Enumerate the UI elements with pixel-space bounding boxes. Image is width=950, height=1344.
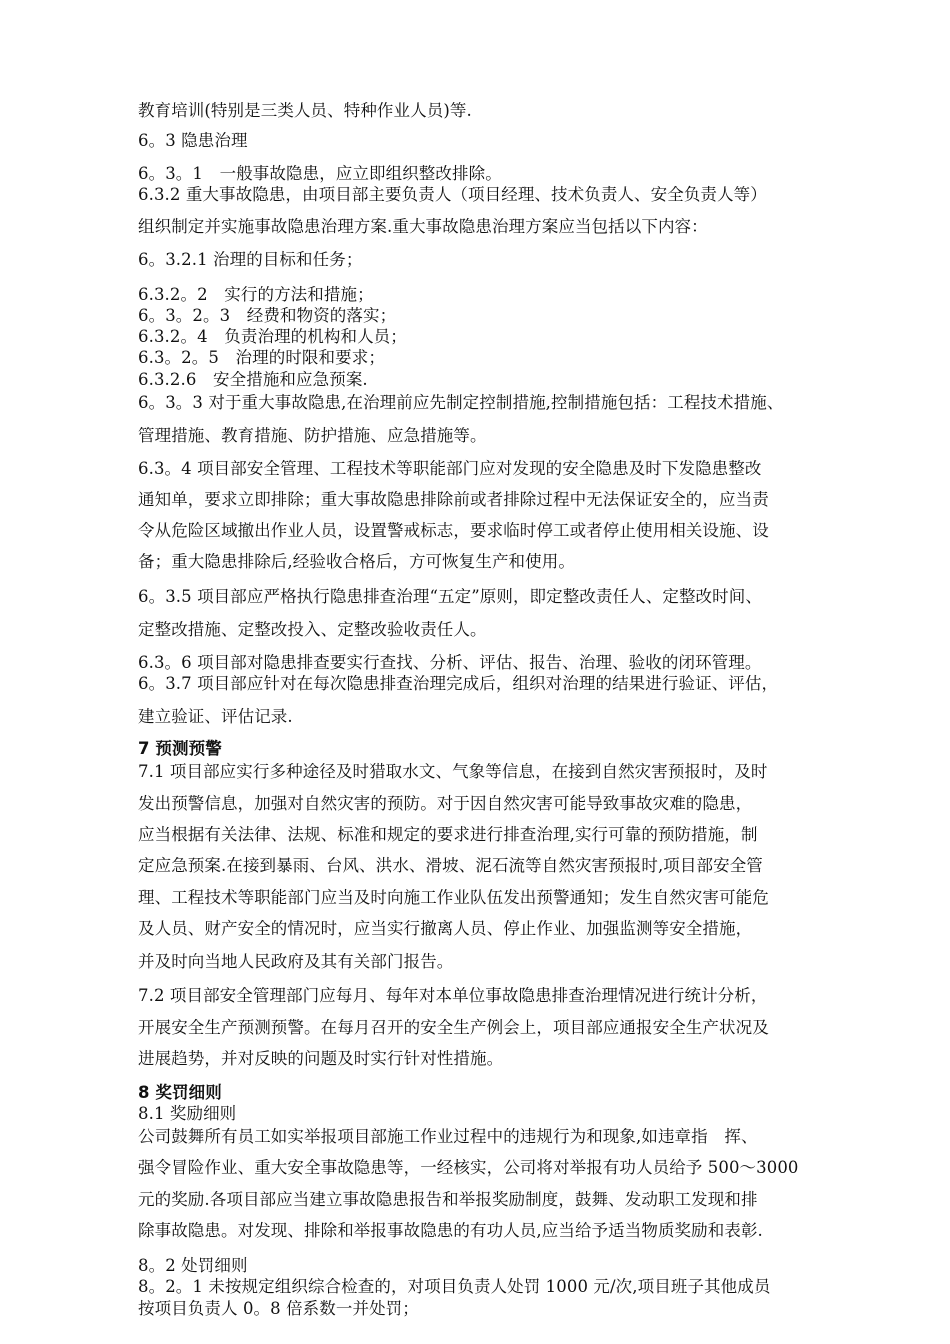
paragraph-line: 通知单，要求立即排除；重大事故隐患排除前或者排除过程中无法保证安全的，应当责	[138, 490, 769, 509]
paragraph-line: 6.3。4 项目部安全管理、工程技术等职能部门应对发现的安全隐患及时下发隐患整改	[138, 459, 762, 478]
paragraph-line: 备；重大隐患排除后,经验收合格后，方可恢复生产和使用。	[138, 552, 575, 571]
paragraph-line: 7.1 项目部应实行多种途径及时猎取水文、气象等信息，在接到自然灾害预报时，及时	[138, 762, 768, 781]
paragraph-line: 6。3.7 项目部应针对在每次隐患排查治理完成后，组织对治理的结果进行验证、评估，	[138, 674, 779, 693]
paragraph-line: 定应急预案.在接到暴雨、台风、洪水、滑坡、泥石流等自然灾害预报时,项目部安全管	[138, 856, 763, 875]
document-page	[138, 0, 898, 1344]
paragraph-line: 6。3.5 项目部应严格执行隐患排查治理“五定”原则，即定整改责任人、定整改时间、	[138, 587, 762, 606]
paragraph-line: 6。3.2.1 治理的目标和任务；	[138, 250, 363, 269]
paragraph-line: 6.3。2。5 治理的时限和要求；	[138, 348, 385, 367]
paragraph-line: 元的奖励.各项目部应当建立事故隐患报告和举报奖励制度，鼓舞、发动职工发现和排	[138, 1190, 758, 1209]
paragraph-line: 6。3。2。3 经费和物资的落实；	[138, 306, 397, 325]
paragraph-line: 6.3.2。4 负责治理的机构和人员；	[138, 327, 407, 346]
section-heading-8: 8 奖罚细则	[138, 1083, 222, 1102]
paragraph-line: 教育培训(特别是三类人员、特种作业人员)等.	[138, 101, 472, 120]
paragraph-line: 6.3.2 重大事故隐患，由项目部主要负责人（项目经理、技术负责人、安全负责人等）	[138, 185, 767, 204]
paragraph-line: 除事故隐患。对发现、排除和举报事故隐患的有功人员,应当给予适当物质奖励和表彰.	[138, 1221, 763, 1240]
subsection-heading-8-1: 8.1 奖励细则	[138, 1104, 237, 1123]
paragraph-line: 进展趋势，并对反映的问题及时实行针对性措施。	[138, 1049, 504, 1068]
paragraph-line: 公司鼓舞所有员工如实举报项目部施工作业过程中的违规行为和现象,如违章指 挥、	[138, 1127, 758, 1146]
paragraph-line: 按项目负责人 0。8 倍系数一并处罚；	[138, 1299, 419, 1318]
paragraph-line: 6。3。3 对于重大事故隐患,在治理前应先制定控制措施,控制措施包括：工程技术措施、	[138, 393, 784, 412]
paragraph-line: 8。2。1 未按规定组织综合检查的，对项目负责人处罚 1000 元/次,项目班子其他成员	[138, 1277, 771, 1296]
paragraph-line: 定整改措施、定整改投入、定整改验收责任人。	[138, 620, 487, 639]
paragraph-line: 开展安全生产预测预警。在每月召开的安全生产例会上，项目部应通报安全生产状况及	[138, 1018, 769, 1037]
paragraph-line: 令从危险区域撤出作业人员，设置警戒标志，要求临时停工或者停止使用相关设施、设	[138, 521, 769, 540]
paragraph-line: 理、工程技术等职能部门应当及时向施工作业队伍发出预警通知；发生自然灾害可能危	[138, 888, 769, 907]
paragraph-line: 发出预警信息，加强对自然灾害的预防。对于因自然灾害可能导致事故灾难的隐患，	[138, 794, 753, 813]
paragraph-line: 6。3。1 一般事故隐患，应立即组织整改排除。	[138, 164, 502, 183]
paragraph-line: 7.2 项目部安全管理部门应每月、每年对本单位事故隐患排查治理情况进行统计分析，	[138, 986, 768, 1005]
paragraph-line: 并及时向当地人民政府及其有关部门报告。	[138, 952, 454, 971]
subsection-heading-8-2: 8。2 处罚细则	[138, 1256, 248, 1275]
paragraph-line: 组织制定并实施事故隐患治理方案.重大事故隐患治理方案应当包括以下内容：	[138, 217, 708, 236]
paragraph-line: 6.3。6 项目部对隐患排查要实行查找、分析、评估、报告、治理、验收的闭环管理。	[138, 653, 762, 672]
paragraph-line: 应当根据有关法律、法规、标准和规定的要求进行排查治理,实行可靠的预防措施，制	[138, 825, 758, 844]
section-heading-6-3: 6。3 隐患治理	[138, 131, 248, 150]
section-heading-7: 7 预测预警	[138, 739, 222, 758]
paragraph-line: 及人员、财产安全的情况时，应当实行撤离人员、停止作业、加强监测等安全措施，	[138, 919, 753, 938]
paragraph-line: 6.3.2.6 安全措施和应急预案.	[138, 370, 368, 389]
paragraph-line: 强令冒险作业、重大安全事故隐患等，一经核实，公司将对举报有功人员给予 500～3000	[138, 1158, 799, 1177]
paragraph-line: 建立验证、评估记录.	[138, 707, 293, 726]
paragraph-line: 管理措施、教育措施、防护措施、应急措施等。	[138, 426, 487, 445]
paragraph-line: 6.3.2。2 实行的方法和措施；	[138, 285, 374, 304]
